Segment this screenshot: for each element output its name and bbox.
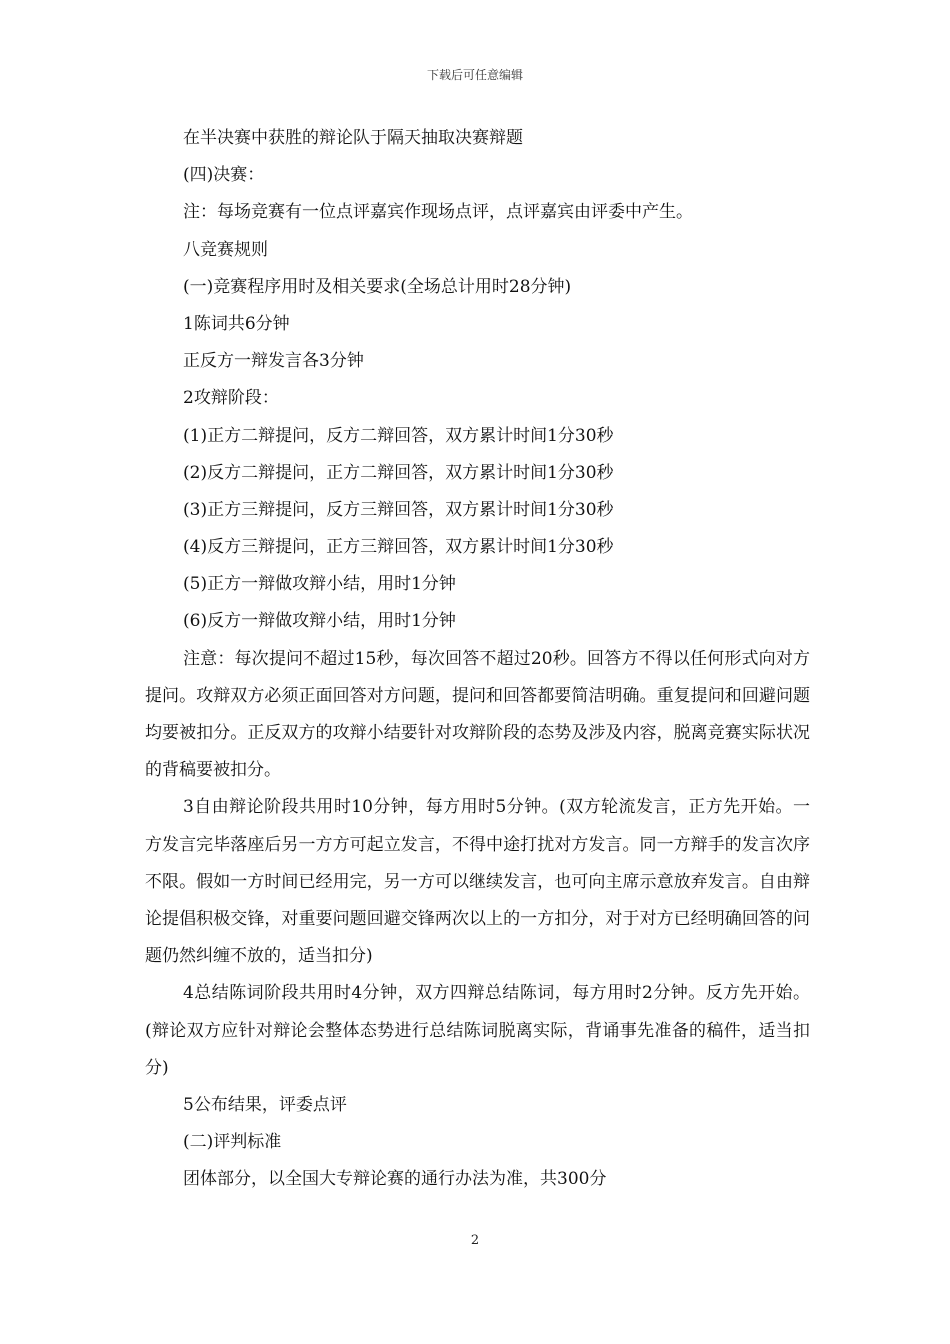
text-line: 在半决赛中获胜的辩论队于隔天抽取决赛辩题 (183, 128, 523, 148)
paragraph-note: 注意：每次提问不超过15秒，每次回答不超过20秒。回答方不得以任何形式向对方提问。攻辩双方必须正面回答对方问题，提问和回答都要简洁明确。重复提问和回避问题均要被扣分。正反双方的攻辩小结要针对攻辩阶段的态势及涉及内容，脱离竞赛实际状况的背稿要被扣分。 (145, 648, 810, 781)
text-line: 注：每场竞赛有一位点评嘉宾作现场点评，点评嘉宾由评委中产生。 (183, 202, 693, 223)
list-item: (1)正方二辩提问，反方二辩回答，双方累计时间1分30秒 (183, 425, 614, 446)
section-heading: (一)竞赛程序用时及相关要求(全场总计用时28分钟) (183, 276, 572, 297)
list-item: (6)反方一辩做攻辩小结，用时1分钟 (183, 611, 456, 632)
text-line: 团体部分，以全国大专辩论赛的通行办法为准，共300分 (183, 1169, 607, 1190)
section-heading: (四)决赛： (183, 165, 265, 186)
text-line: 1陈词共6分钟 (183, 313, 290, 334)
text-line: 5公布结果，评委点评 (183, 1095, 347, 1116)
paragraph-free-debate: 3自由辩论阶段共用时10分钟，每方用时5分钟。(双方轮流发言，正方先开始。一方发言完毕落座后另一方方可起立发言，不得中途打扰对方发言。同一方辩手的发言次序不限。假如一方时间已经用完，另一方可以继续发言，也可向主席示意放弃发言。自由辩论提倡积极交锋，对重要问题回避交锋两次以上的一方扣分，对于对方已经明确回答的问题仍然纠缠不放的，适当扣分) (145, 797, 810, 967)
list-item: (4)反方三辩提问，正方三辩回答，双方累计时间1分30秒 (183, 537, 614, 558)
section-heading: (二)评判标准 (183, 1132, 282, 1153)
section-heading: 八竞赛规则 (183, 239, 268, 260)
page-number: 2 (470, 1233, 480, 1248)
text-line: 正反方一辩发言各3分钟 (183, 351, 364, 372)
list-item: (5)正方一辩做攻辩小结，用时1分钟 (183, 574, 456, 595)
page-header: 下载后可任意编辑 (426, 68, 523, 82)
list-item: (2)反方二辩提问，正方二辩回答，双方累计时间1分30秒 (183, 462, 614, 483)
list-item: (3)正方三辩提问，反方三辩回答，双方累计时间1分30秒 (183, 499, 614, 520)
text-line: 2攻辩阶段： (183, 388, 279, 409)
paragraph-closing: 4总结陈词阶段共用时4分钟，双方四辩总结陈词，每方用时2分钟。反方先开始。(辩论双方应针对辩论会整体态势进行总结陈词脱离实际，背诵事先准备的稿件，适当扣分) (145, 983, 810, 1078)
document-body (145, 120, 810, 1199)
